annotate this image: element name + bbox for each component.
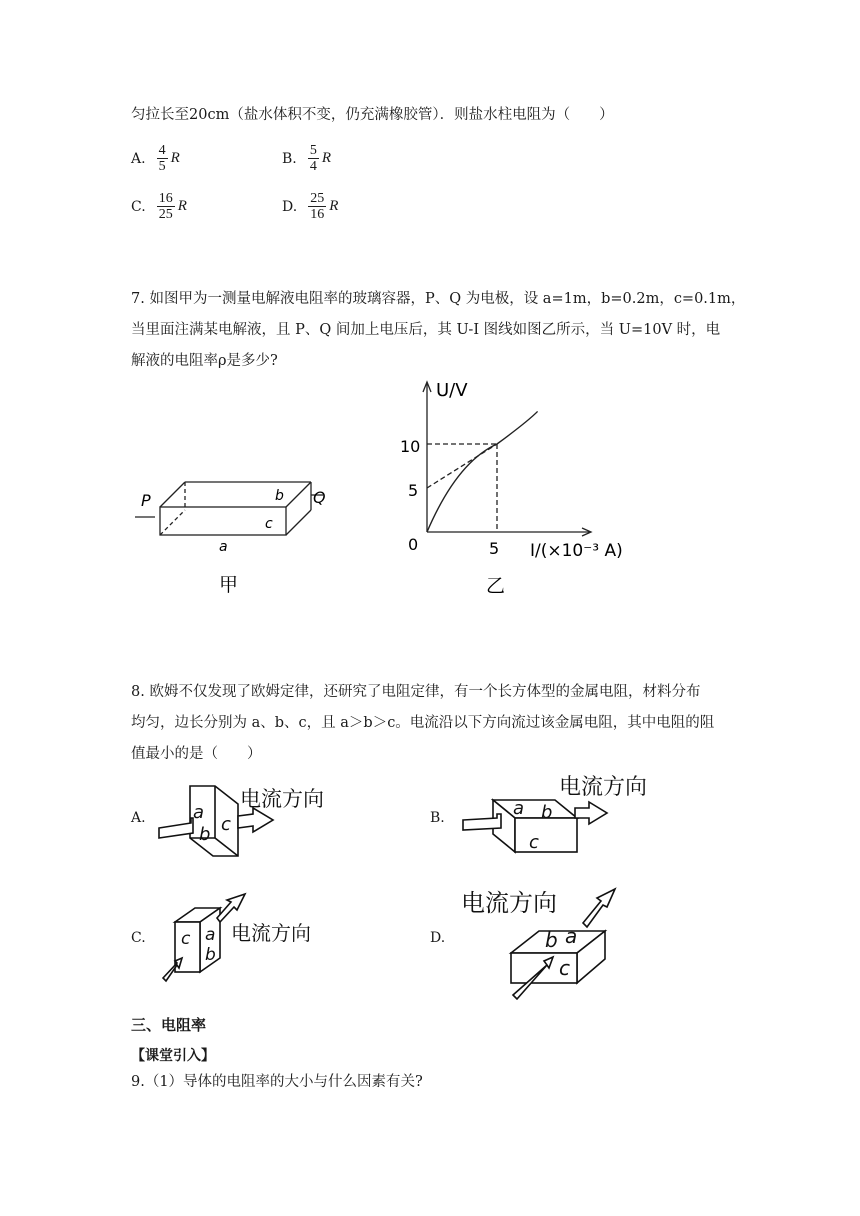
fraction: $\frac{4}{5}$ bbox=[158, 143, 166, 174]
fraction: $\frac{16}{25}$ bbox=[158, 191, 173, 222]
label-q: Q bbox=[313, 488, 326, 507]
option-label: C. bbox=[131, 199, 146, 215]
q6-option-b[interactable] bbox=[282, 143, 331, 174]
label-p: P bbox=[141, 491, 151, 510]
dim-a: a bbox=[193, 802, 205, 823]
q9-stem: 9.（1）导体的电阻率的大小与什么因素有关? bbox=[131, 1074, 423, 1090]
q8-option-a-figure[interactable] bbox=[155, 778, 355, 863]
q8-option-b-figure[interactable] bbox=[455, 768, 685, 863]
q6-option-c[interactable] bbox=[131, 191, 187, 222]
dim-c: c bbox=[559, 956, 570, 980]
label-c: c bbox=[265, 516, 273, 532]
x-tick-5: 5 bbox=[489, 539, 500, 558]
q7-stem-line-3: 解液的电阻率ρ是多少? bbox=[131, 353, 278, 369]
current-direction-label: 电流方向 bbox=[461, 889, 557, 917]
dim-a: a bbox=[565, 924, 578, 948]
figure-yi-graph bbox=[390, 372, 660, 597]
q8-stem-line-1: 8. 欧姆不仅发现了欧姆定律，还研究了电阻定律，有一个长方体型的金属电阻，材料分布 bbox=[131, 684, 701, 700]
dim-b: b bbox=[541, 802, 553, 823]
fraction: $\frac{5}{4}$ bbox=[309, 143, 317, 174]
origin-label: 0 bbox=[408, 535, 419, 554]
dim-a: a bbox=[205, 925, 216, 945]
dim-c: c bbox=[529, 832, 539, 853]
x-axis-label: I/(×10⁻³ A) bbox=[530, 541, 623, 561]
caption-jia: 甲 bbox=[219, 574, 239, 596]
y-axis-label: U/V bbox=[436, 380, 468, 401]
q6-option-a[interactable] bbox=[131, 143, 180, 174]
option-label: A. bbox=[131, 151, 146, 167]
q8-option-c-label[interactable]: C. bbox=[131, 930, 146, 946]
label-b: b bbox=[275, 488, 284, 504]
label-a: a bbox=[219, 539, 228, 555]
dim-c: c bbox=[181, 929, 191, 949]
variable-r: R bbox=[177, 198, 187, 214]
u-i-curve bbox=[427, 411, 538, 532]
dim-b: b bbox=[545, 928, 558, 952]
y-tick-5: 5 bbox=[408, 481, 419, 500]
q7-stem-line-2: 当里面注满某电解液，且 P、Q 间加上电压后，其 U-I 图线如图乙所示，当 U=10V 时，电 bbox=[131, 322, 721, 338]
dim-a: a bbox=[513, 798, 525, 819]
caption-yi: 乙 bbox=[486, 575, 506, 597]
current-direction-label: 电流方向 bbox=[231, 921, 311, 945]
section-subheading: 【课堂引入】 bbox=[131, 1048, 215, 1064]
q7-stem-line-1: 7. 如图甲为一测量电解液电阻率的玻璃容器，P、Q 为电极，设 a=1m，b=0.2m，c=0.1m， bbox=[131, 291, 746, 307]
current-direction-label: 电流方向 bbox=[559, 775, 648, 800]
fraction: $\frac{25}{16}$ bbox=[310, 191, 325, 222]
q6-stem-line: 匀拉长至20cm（盐水体积不变，仍充满橡胶管）．则盐水柱电阻为（ ） bbox=[131, 107, 614, 123]
figure-jia-box bbox=[125, 465, 335, 600]
q8-option-c-figure[interactable] bbox=[155, 888, 355, 988]
dim-b: b bbox=[205, 945, 216, 965]
y-tick-10: 10 bbox=[400, 437, 421, 456]
option-label: B. bbox=[282, 151, 297, 167]
section-heading: 三、电阻率 bbox=[131, 1016, 207, 1034]
q8-option-d-figure[interactable] bbox=[455, 875, 655, 1000]
q8-option-b-label[interactable]: B. bbox=[430, 810, 445, 826]
q6-option-d[interactable] bbox=[282, 191, 338, 222]
variable-r: R bbox=[329, 198, 339, 214]
tangent-line bbox=[427, 444, 497, 488]
variable-r: R bbox=[170, 150, 180, 166]
dim-b: b bbox=[199, 824, 211, 845]
q8-stem-line-3: 值最小的是（ ） bbox=[131, 746, 262, 762]
dim-c: c bbox=[221, 814, 231, 835]
q8-stem-line-2: 均匀，边长分别为 a、b、c，且 a＞b＞c。电流沿以下方向流过该金属电阻，其中电阻的阻 bbox=[131, 715, 715, 731]
q8-option-d-label[interactable]: D. bbox=[430, 930, 446, 946]
option-label: D. bbox=[282, 199, 298, 215]
q8-option-a-label[interactable]: A. bbox=[131, 810, 146, 826]
current-direction-label: 电流方向 bbox=[240, 787, 324, 811]
variable-r: R bbox=[321, 150, 332, 166]
